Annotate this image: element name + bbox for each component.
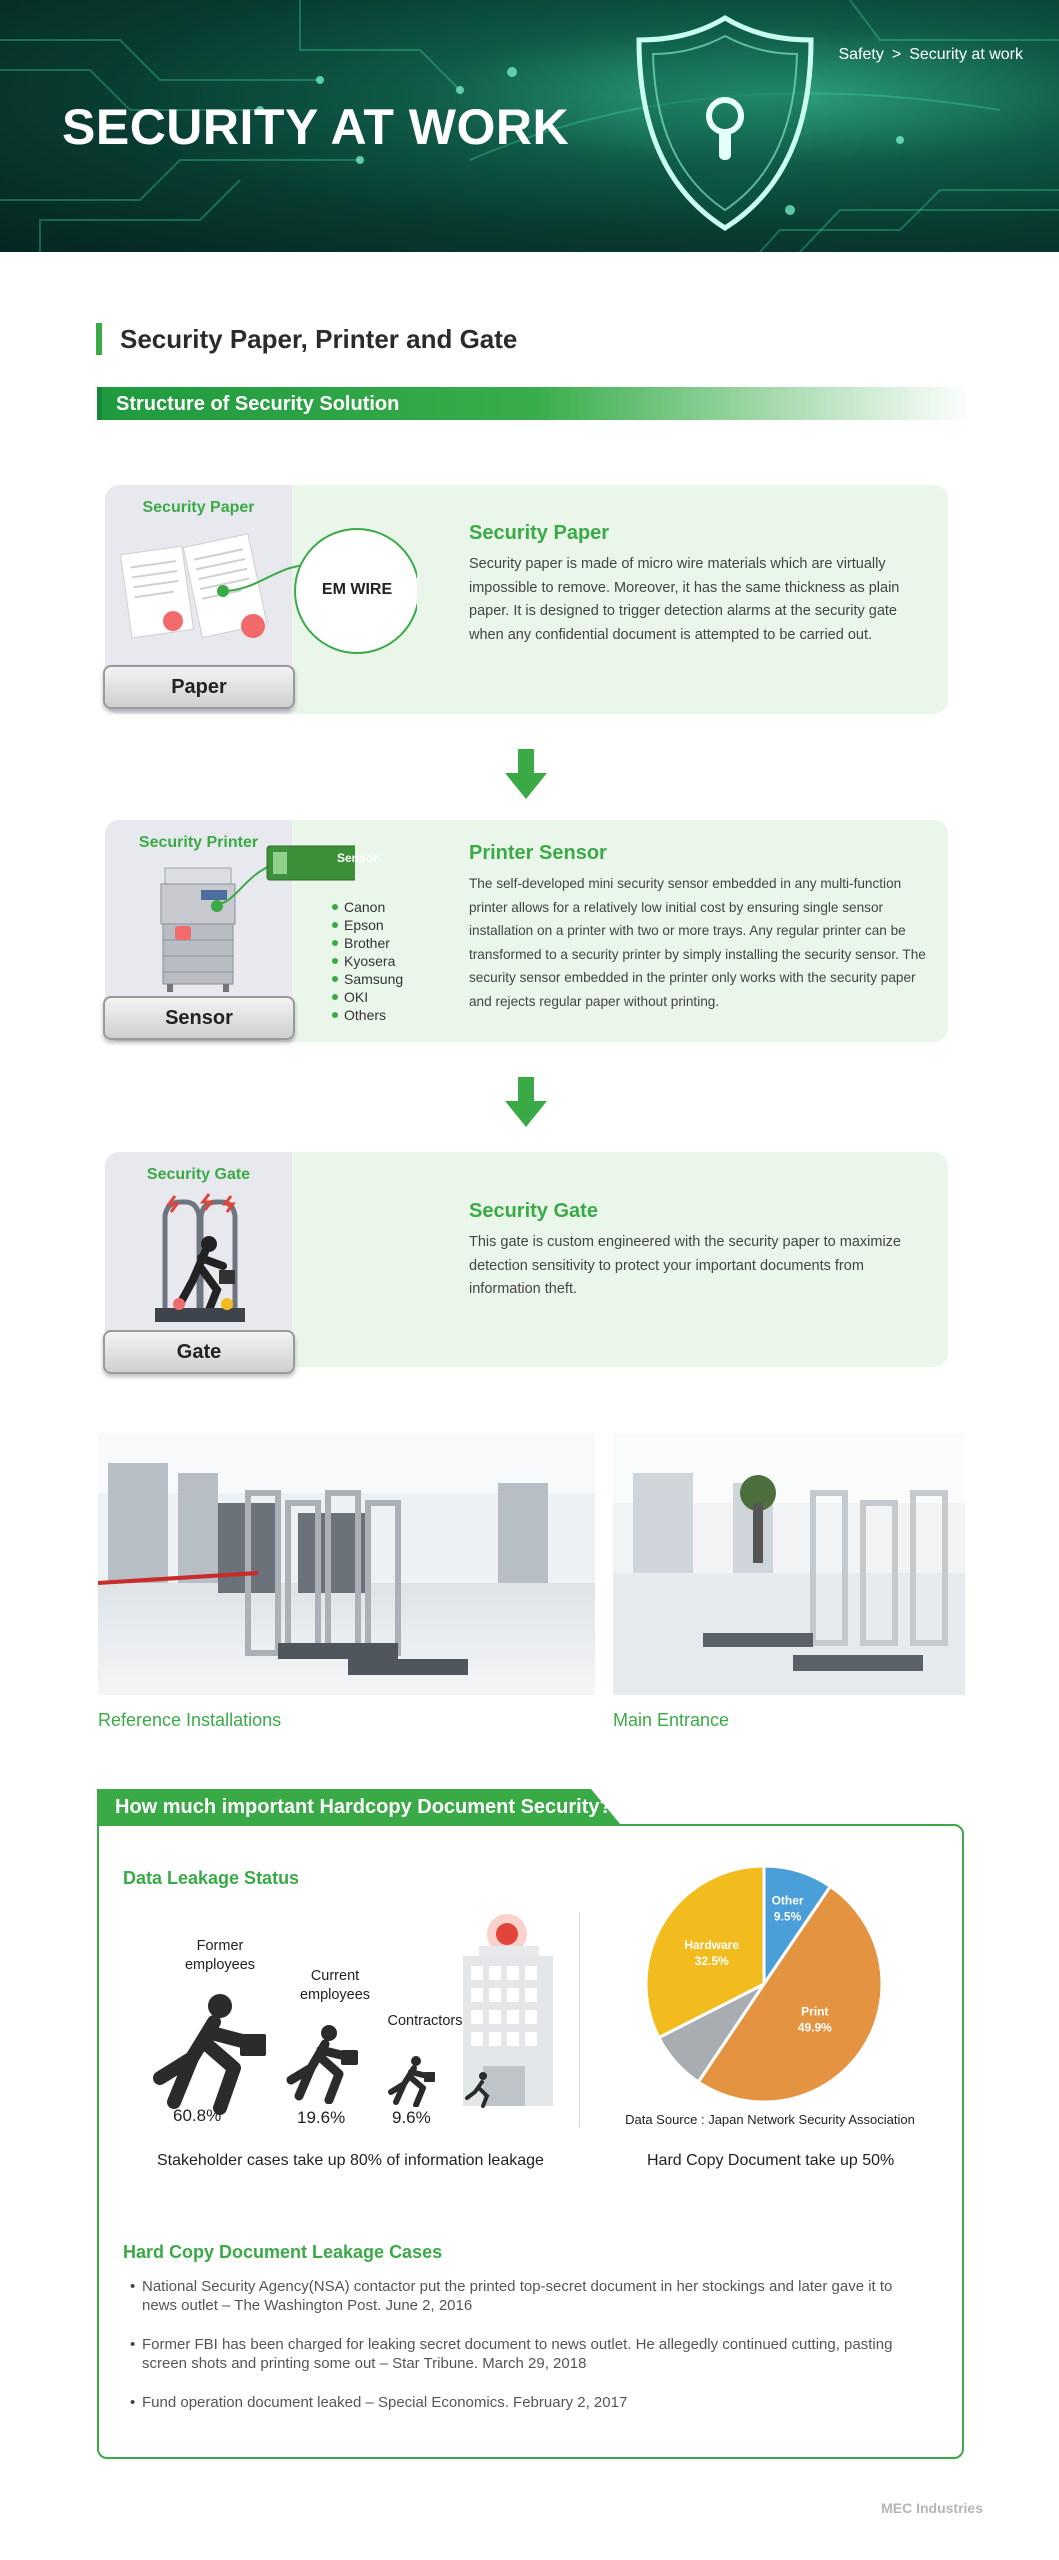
- stakeholder-caption: Stakeholder cases take up 80% of information leakage: [157, 2152, 544, 2169]
- brand-item: Epson: [332, 916, 403, 934]
- pie-value-label: 49.9%: [797, 2020, 832, 2035]
- pie-chart: [644, 1864, 884, 2104]
- photo-caption: Reference Installations: [98, 1710, 282, 1730]
- list-item: • National Security Agency(NSA) contactor put the printed top-secret document in her stockings and later gave it to news outlet – The Washington Post. June 2, 2016: [130, 2277, 920, 2315]
- leakage-cases-title: Hard Copy Document Leakage Cases: [123, 2242, 443, 2262]
- brand-item: Brother: [332, 934, 403, 952]
- pie-value-label: 9.5%: [773, 1909, 802, 1924]
- stakeholder-percent: 60.8%: [173, 2106, 222, 2125]
- arrow-down-icon: [505, 1077, 547, 1129]
- brand-item: Others: [332, 1006, 403, 1024]
- paper-pill: Paper: [103, 665, 295, 709]
- compatible-brand-list: [332, 898, 403, 1024]
- brand-item: Samsung: [332, 970, 403, 988]
- stakeholder-label: Former employees: [184, 1938, 256, 1973]
- brand-item: Kyosera: [332, 952, 403, 970]
- list-item: • Fund operation document leaked – Special Economics. February 2, 2017: [130, 2393, 920, 2412]
- pie-label: Hardware: [684, 1937, 740, 1952]
- leakage-status-title: Data Leakage Status: [123, 1868, 300, 1888]
- card-left-title: Security Printer: [138, 834, 259, 851]
- brand-item: Canon: [332, 898, 403, 916]
- card-body: The self-developed mini security sensor embedded in any multi-function printer allows for a relatively low initial cost by ensuring single sensor installation on a printer with two or more trays. Any regular printer can be transformed to a security printer by simply installing the security sensor. The security sensor embedded in the printer only works with the security paper and rejects regular paper without printing.: [469, 876, 926, 1009]
- page-title: SECURITY AT WORK: [62, 99, 570, 155]
- security-gate-card: [105, 1152, 948, 1367]
- hero-banner: [0, 0, 1059, 252]
- structure-bar: [97, 387, 972, 420]
- structure-bar-label: Structure of Security Solution: [116, 393, 400, 415]
- importance-tab: [97, 1789, 621, 1825]
- breadcrumb-separator: >: [891, 46, 902, 63]
- main-entrance-photo: [613, 1433, 965, 1695]
- card-body: This gate is custom engineered with the security paper to maximize detection sensitivity to protect your important documents from information theft.: [469, 1234, 901, 1297]
- card-left-title: Security Gate: [146, 1166, 251, 1183]
- divider: [579, 1912, 580, 2127]
- data-source: Data Source : Japan Network Security Association: [625, 2112, 915, 2127]
- running-person-icon: [386, 2055, 436, 2107]
- card-body: Security paper is made of micro wire materials which are virtually impossible to remove. Moreover, it has the same thickness as plain paper. It is designed to trigger detection alarms at the security gate when any confidential document is attempted to be carried out.: [469, 556, 900, 643]
- breadcrumb-current[interactable]: Security at work: [909, 46, 1023, 63]
- em-wire-badge: EM WIRE: [321, 581, 393, 598]
- pie-caption: Hard Copy Document take up 50%: [647, 2152, 895, 2169]
- pie-value-label: 32.5%: [694, 1953, 729, 1968]
- list-item: • Former FBI has been charged for leaking secret document to news outlet. He allegedly continued cutting, pasting screen shots and printing some out – Star Tribune. March 29, 2018: [130, 2335, 920, 2373]
- pie-label: Print: [801, 2004, 829, 2019]
- card-heading: Printer Sensor: [469, 842, 607, 864]
- card-heading: Security Gate: [469, 1200, 598, 1222]
- stakeholder-percent: 9.6%: [392, 2108, 431, 2127]
- card-left-title: Security Paper: [142, 499, 255, 516]
- breadcrumb: [834, 46, 1027, 64]
- breadcrumb-home[interactable]: Safety: [838, 46, 884, 63]
- office-building-icon: [455, 1912, 565, 2112]
- photo-caption: Main Entrance: [613, 1710, 730, 1730]
- gate-pill: Gate: [103, 1330, 295, 1374]
- leakage-cases-list: [130, 2277, 920, 2432]
- shield-lock-icon: [625, 6, 825, 246]
- card-heading: Security Paper: [469, 522, 610, 544]
- security-paper-card: [105, 485, 948, 714]
- printer-sensor-card: [105, 820, 948, 1042]
- reference-installations-photo: [98, 1433, 595, 1695]
- section-title: Security Paper, Printer and Gate: [96, 323, 517, 355]
- brand-item: OKI: [332, 988, 403, 1006]
- running-person-icon: [283, 2024, 359, 2104]
- importance-tab-label: How much important Hardcopy Document Security?: [115, 1796, 612, 1818]
- arrow-down-icon: [505, 749, 547, 801]
- sensor-pill: Sensor: [103, 996, 295, 1040]
- stakeholder-percent: 19.6%: [297, 2108, 346, 2127]
- sensor-badge: Sensor: [337, 851, 378, 865]
- running-person-icon: [148, 1992, 268, 2116]
- footer-brand: MEC Industries: [881, 2500, 983, 2516]
- stakeholder-label: Current employees: [299, 1968, 371, 2003]
- security-gate-icon: [105, 1192, 292, 1332]
- stakeholder-label: Contractors: [387, 2013, 463, 2029]
- pie-label: Other: [771, 1893, 804, 1908]
